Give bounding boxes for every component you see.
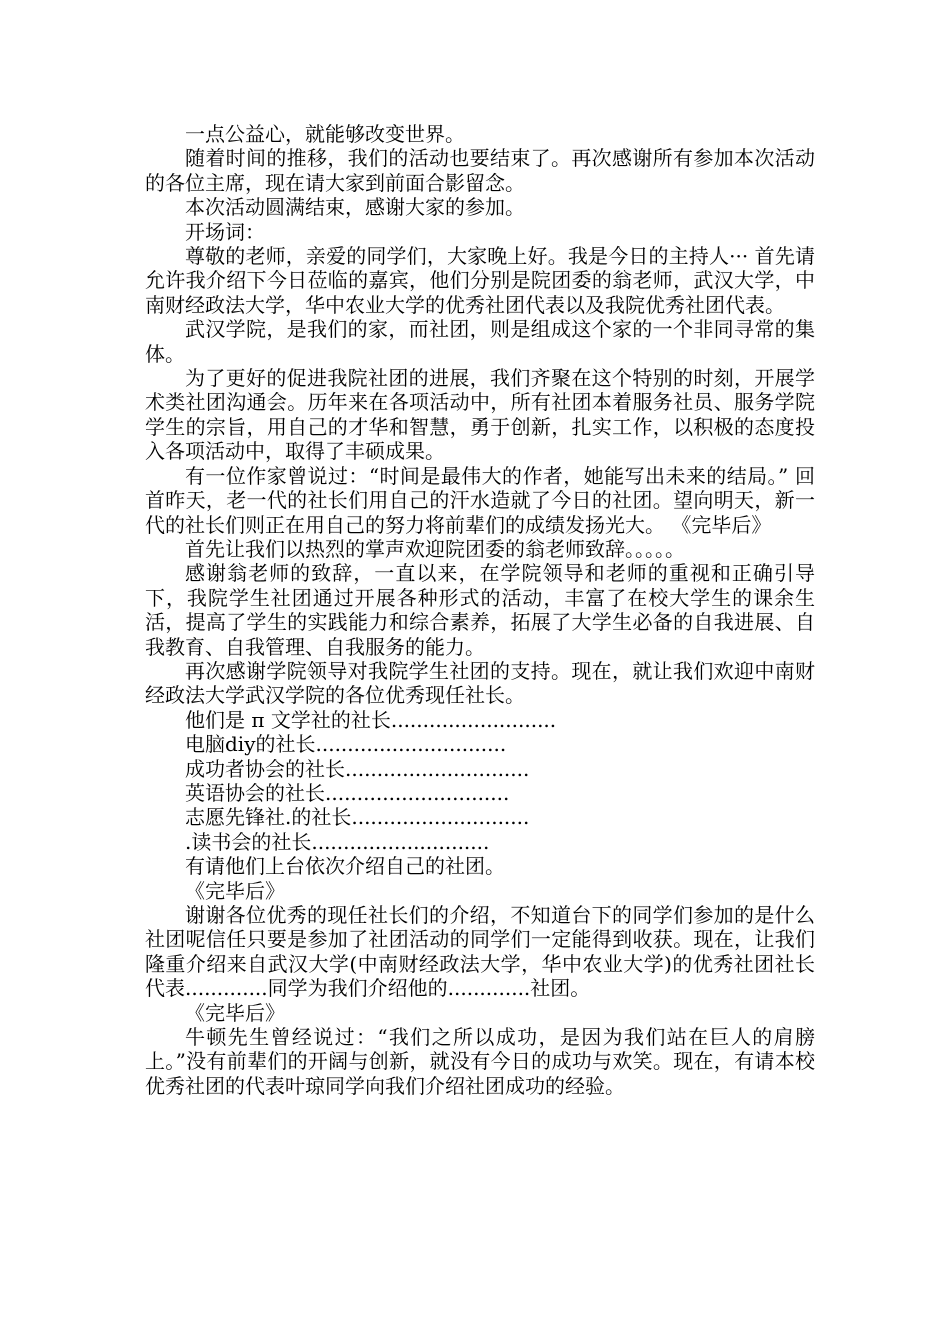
paragraph: 首先让我们以热烈的掌声欢迎院团委的翁老师致辞。。。。。 [185,536,685,561]
paragraph: 本次活动圆满结束，感谢大家的参加。 [185,195,525,220]
list-item: .读书会的社长............................ [185,829,490,854]
paragraph: 谢谢各位优秀的现任社长们的介绍，不知道台下的同学们参加的是什么社团呢信任只要是参加了社团活动的同学们一定能得到收获。现在，让我们隆重介绍来自武汉大学(中南财经政法大学，华中农业大学)的优秀社团社长代表.............同学为我们介绍他的.............社团。 [145,903,815,1001]
paragraph: 再次感谢学院领导对我院学生社团的支持。现在，就让我们欢迎中南财经政法大学武汉学院的各位优秀现任社长。 [145,658,815,708]
paragraph: 牛顿先生曾经说过：“我们之所以成功，是因为我们站在巨人的肩膀上。”没有前辈们的开阔与创新，就没有今日的成功与欢笑。现在，有请本校优秀社团的代表叶琼同学向我们介绍社团成功的经验。 [145,1025,815,1098]
paragraph: 开场词： [185,219,265,244]
paragraph: 有一位作家曾说过：“时间是最伟大的作者，她能写出未来的结局。” 回首昨天，老一代的社长们用自己的汗水造就了今日的社团。望向明天，新一代的社长们则正在用自己的努力将前辈们的成绩发扬光大。 《完毕后》 [145,463,815,537]
paragraph: 感谢翁老师的致辞，一直以来，在学院领导和老师的重视和正确引导下，我院学生社团通过开展各种形式的活动，丰富了在校大学生的课余生活，提高了学生的实践能力和综合素养，拓展了大学生必备的自我进展、自我教育、自我管理、自我服务的能力。 [145,561,815,659]
list-item: 电脑diy的社长.............................. [185,732,507,757]
list-item: 英语协会的社长............................. [185,780,510,805]
paragraph: 一点公益心，就能够改变世界。 [185,122,465,146]
section-marker: 《完毕后》 [185,878,285,903]
paragraph: 有请他们上台依次介绍自己的社团。 [185,854,505,879]
list-item: 成功者协会的社长............................. [185,756,530,781]
list-item: 志愿先锋社.的社长............................ [185,805,530,830]
list-item: 他们是 π 文学社的社长.......................... [185,707,557,732]
paragraph: 为了更好的促进我院社团的进展，我们齐聚在这个特别的时刻，开展学术类社团沟通会。历年来在各项活动中，所有社团本着服务社员、服务学院学生的宗旨，用自己的才华和智慧，勇于创新，扎实工作，以积极的态度投入各项活动中，取得了丰硕成果。 [145,366,815,464]
paragraph: 尊敬的老师，亲爱的同学们，大家晚上好。我是今日的主持人··· 首先请允许我介绍下今日莅临的嘉宾，他们分别是院团委的翁老师，武汉大学，中南财经政法大学，华中农业大学的优秀社团代表以及我院优秀社团代表。 [145,244,815,317]
section-marker: 《完毕后》 [185,1000,285,1025]
paragraph: 随着时间的推移，我们的活动也要结束了。再次感谢所有参加本次活动的各位主席，现在请大家到前面合影留念。 [145,146,815,195]
document-page [145,122,815,1098]
paragraph: 武汉学院，是我们的家，而社团，则是组成这个家的一个非同寻常的集体。 [145,317,815,366]
